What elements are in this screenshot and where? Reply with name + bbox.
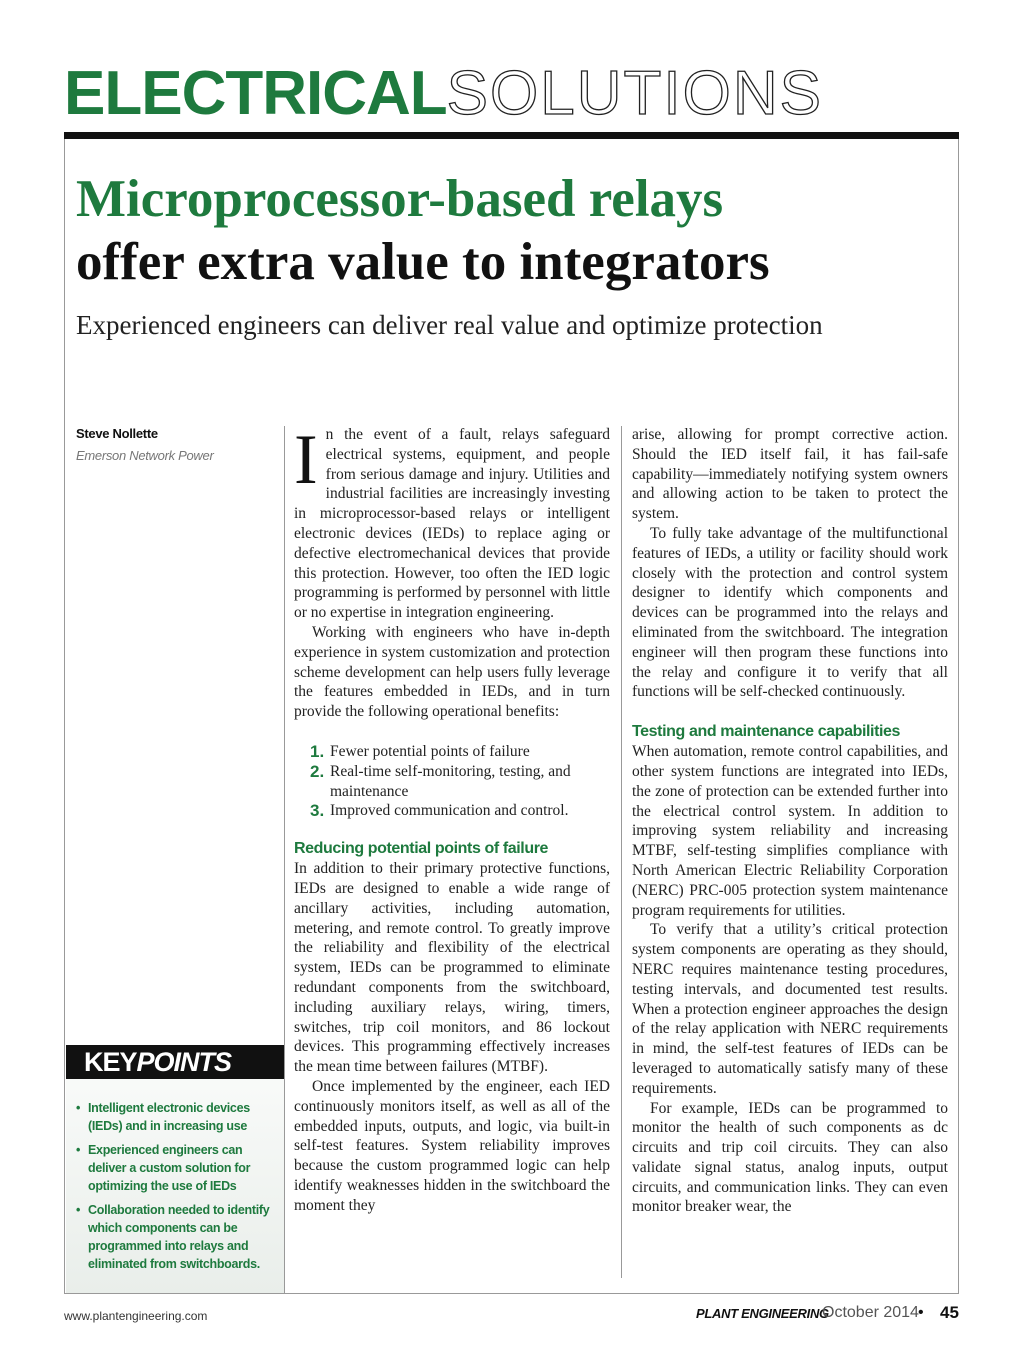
section-masthead [64, 58, 823, 138]
frame-left-border [64, 139, 65, 1294]
benefit-number: 3. [310, 801, 325, 821]
section-name-bold: ELECTRICAL [64, 59, 447, 128]
drop-cap: I [294, 421, 318, 499]
column-divider [621, 426, 622, 1278]
footer-date: October 2014 [822, 1304, 919, 1321]
body-column-3 [632, 425, 948, 1217]
column-divider [284, 426, 285, 1294]
section-heading: Reducing potential points of failure [294, 840, 549, 858]
benefit-text: Real-time self-monitoring, testing, and maintenance [330, 762, 571, 800]
paragraph: For example, IEDs can be programmed to monitor the health of such components as dc circuits and trip coil circuits. They can also validate signal status, analog inputs, output circuits, and communication links. They can even monitor breaker wear, the [632, 1099, 948, 1216]
keypoint-item: • Experienced engineers can deliver a custom solution for optimizing the use of IEDs [74, 1141, 274, 1195]
keypoint-item: • Intelligent electronic devices (IEDs) and in increasing use [74, 1099, 274, 1135]
paragraph: arise, allowing for prompt corrective action. Should the IED itself fail, it has fail-safe capability—immediately notifying system owners and allowing action to be taken to protect the system. [632, 426, 948, 523]
section-heading: Testing and maintenance capabilities [632, 723, 901, 741]
frame-bottom-border [64, 1293, 959, 1294]
author-affiliation: Emerson Network Power [76, 448, 214, 463]
footer-magazine: PLANT ENGINEERING [696, 1306, 829, 1321]
headline-line-2: offer extra value to integrators [76, 233, 770, 291]
benefits-list [294, 742, 610, 821]
benefit-number: 2. [310, 761, 325, 781]
paragraph: In addition to their primary protective functions, IEDs are designed to enable a wide range of ancillary activities, including automation, metering, and remote control. To greatly improve the reliability and flexibility of the electrical system, IEDs can be programmed to eliminate redundant components from the switchboard, including auxiliary relays, wiring, timers, switches, trip coil monitors, and 86 lockout devices. This programming effectively increases the mean time between failures (MTBF). [294, 860, 610, 1076]
page-number: 45 [940, 1303, 959, 1322]
paragraph: To fully take advantage of the multifunctional features of IEDs, a utility or facility should work closely with the protection and control system designer to identify which components and devices can be programmed into the relays and eliminated from the switchboard. The integration engineer will then program these functions into the relay and configure it to verify that all functions will be self-checked continuously. [632, 524, 948, 701]
paragraph: Working with engineers who have in-depth experience in system customization and protection scheme development can help users fully leverage the features embedded in IEDs, and in turn provide the following operational benefits: [294, 623, 610, 721]
benefit-item [310, 762, 610, 802]
frame-right-border [958, 139, 959, 1294]
benefit-item [310, 742, 610, 762]
author-name: Steve Nollette [76, 426, 158, 441]
benefit-item [310, 801, 610, 821]
paragraph: To verify that a utility’s critical protection system components are operating as they should, NERC requires maintenance testing procedures, testing intervals, and documented test results. When a protection engineer approaches the design of the relay application with NERC requirements in mind, the self-test features of IEDs can be leveraged to automatically satisfy many of these requirements. [632, 921, 948, 1097]
paragraph: n the event of a fault, relays safeguard electrical systems, equipment, and people from serious damage and injury. Utilities and industrial facilities are increasingly investing in microprocessor-based relays or intelligent electronic devices (IEDs) to replace aging or defective electromechanical devices that provide this protection. However, too often the IED logic programming is performed by personnel with little or no expertise in integration engineering. [294, 426, 610, 622]
keypoints-title-key: KEY [84, 1047, 137, 1077]
body-column-2 [294, 421, 610, 1215]
keypoints-list [74, 1099, 274, 1279]
paragraph: When automation, remote control capabilities, and other system functions are integrated into IEDs, the zone of protection can be extended further into the electrical control system. In addition to improving system reliability and increasing MTBF, self-testing simplifies compliance with North American Electric Reliability Corporation (NERC) PRC-005 protection system maintenance program requirements for utilities. [632, 743, 948, 919]
benefit-text: Improved communication and control. [330, 802, 569, 820]
header-rule [64, 132, 959, 139]
paragraph: Once implemented by the engineer, each IED continuously monitors itself, as well as all of the embedded inputs, outputs, and logic, via built-in self-test features. System reliability improves because the custom programmed logic can help identify weaknesses hidden in the switchboard the moment they [294, 1077, 610, 1214]
benefit-text: Fewer potential points of failure [330, 742, 530, 760]
deck-subtitle: Experienced engineers can deliver real value and optimize protection [76, 310, 823, 340]
benefit-number: 1. [310, 741, 325, 761]
footer-separator: • [918, 1304, 924, 1321]
footer-url: www.plantengineering.com [64, 1309, 208, 1323]
headline-line-1: Microprocessor-based relays [76, 170, 724, 228]
keypoint-item: • Collaboration needed to identify which components can be programmed into relays and eliminated from switchboards. [74, 1201, 274, 1273]
keypoints-title [66, 1045, 284, 1079]
section-name-light: SOLUTIONS [446, 59, 823, 128]
keypoints-title-points: POINTS [136, 1047, 232, 1077]
